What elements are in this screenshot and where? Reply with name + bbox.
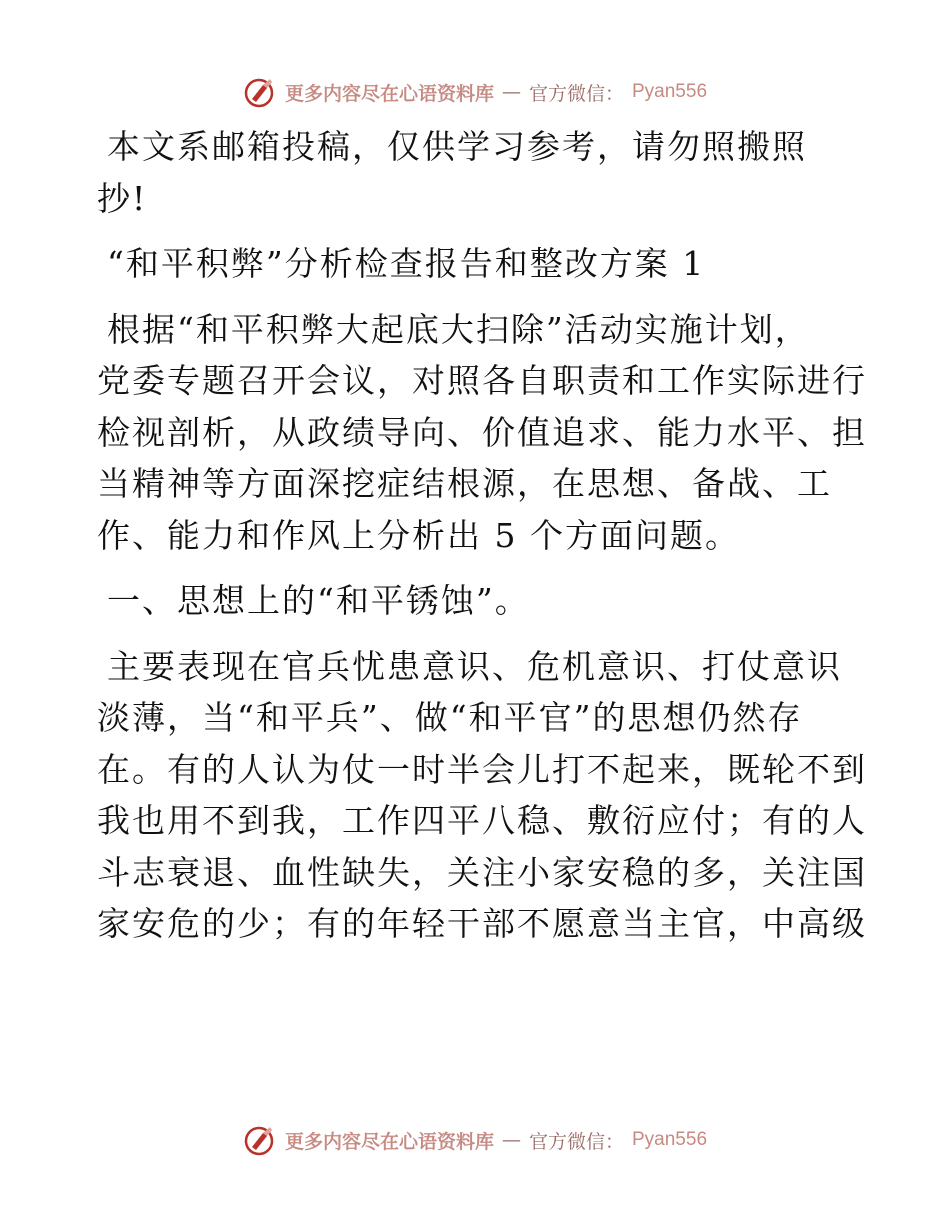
section-heading bbox=[97, 575, 857, 627]
document-body bbox=[97, 121, 867, 950]
notice-line: 抄! bbox=[97, 178, 148, 218]
watermark-official: 官方微信： bbox=[528, 82, 624, 105]
title-line: “和平积弊”分析检查报告和整改方案 1 bbox=[107, 244, 706, 283]
section-paragraph bbox=[97, 641, 867, 950]
watermark-wechat-id: Pyan556 bbox=[632, 1129, 708, 1150]
intro-paragraph bbox=[97, 304, 867, 562]
intro-line: 根据“和平积弊大起底大扫除”活动实施计划， bbox=[107, 309, 810, 349]
section-line: 我也用不到我，工作四平八稳、敷衍应付；有的人 bbox=[97, 801, 867, 840]
section-line: 主要表现在官兵忧患意识、危机意识、打仗意识 bbox=[107, 646, 842, 686]
watermark-dash: — bbox=[501, 1129, 521, 1151]
watermark-dash: — bbox=[501, 81, 521, 103]
section-line: 淡薄，当“和平兵”、做“和平官”的思想仍然存 bbox=[97, 698, 803, 737]
footer-watermark bbox=[0, 1120, 950, 1160]
logo-icon bbox=[243, 75, 277, 109]
watermark-brand: 更多内容尽在心语资料库 bbox=[284, 1130, 494, 1153]
header-watermark bbox=[0, 72, 950, 112]
watermark-brand: 更多内容尽在心语资料库 bbox=[284, 82, 494, 105]
intro-line: 当精神等方面深挖症结根源，在思想、备战、工 bbox=[97, 464, 832, 503]
logo-icon bbox=[243, 1123, 277, 1157]
section-line: 家安危的少；有的年轻干部不愿意当主官，中高级 bbox=[97, 904, 867, 943]
intro-line: 作、能力和作风上分析出 5 个方面问题。 bbox=[97, 515, 740, 555]
document-title bbox=[97, 238, 857, 290]
watermark-official: 官方微信： bbox=[528, 1130, 624, 1153]
watermark-wechat-id: Pyan556 bbox=[632, 81, 708, 102]
section-line: 在。有的人认为仗一时半会儿打不起来，既轮不到 bbox=[97, 749, 867, 789]
intro-line: 检视剖析，从政绩导向、价值追求、能力水平、担 bbox=[97, 412, 867, 452]
section-heading-line: 一、思想上的“和平锈蚀”。 bbox=[107, 581, 530, 620]
intro-line: 党委专题召开会议，对照各自职责和工作实际进行 bbox=[97, 361, 867, 400]
notice-line: 本文系邮箱投稿，仅供学习参考，请勿照搬照 bbox=[107, 127, 807, 166]
section-line: 斗志衰退、血性缺失，关注小家安稳的多，关注国 bbox=[97, 852, 867, 892]
notice-paragraph bbox=[97, 121, 857, 224]
